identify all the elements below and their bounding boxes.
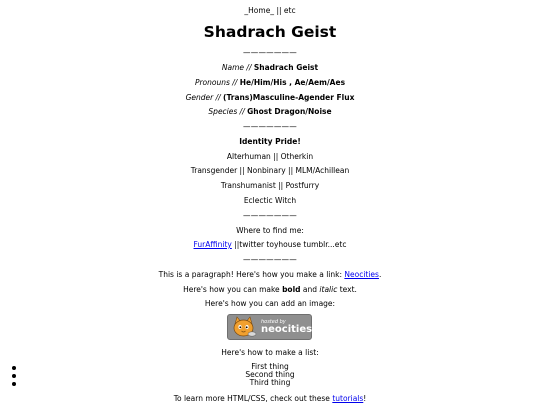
find-me-rest: ||twitter toyhouse tumblr...etc	[231, 240, 347, 249]
profile-name-value: Shadrach Geist	[253, 63, 319, 72]
identity-heading: Identity Pride!	[239, 137, 301, 146]
list-item: Third thing	[249, 378, 291, 387]
find-me-heading: Where to find me:	[236, 226, 304, 235]
separator: ———————	[243, 48, 297, 57]
furaffinity-link[interactable]: FurAffinity	[193, 240, 232, 249]
neocities-cat-icon	[230, 316, 258, 338]
neocities-badge[interactable]	[227, 314, 312, 340]
learn-more-text: To learn more HTML/CSS, check out these	[173, 394, 333, 403]
profile-gender-value: (Trans)Masculine-Agender Flux	[223, 93, 355, 102]
profile-name-label: Name //	[221, 63, 252, 72]
identity-line: Transhumanist || Postfurry	[220, 181, 320, 190]
bold-line-suffix: text.	[337, 285, 357, 294]
separator: ———————	[243, 255, 297, 264]
bold-line-prefix: Here's how you can make	[183, 285, 283, 294]
tutorials-link[interactable]: tutorials	[332, 394, 364, 403]
top-nav	[0, 6, 540, 16]
separator: ———————	[243, 211, 297, 220]
badge-neocities: neocities	[261, 324, 313, 335]
page-title: Shadrach Geist	[203, 23, 337, 41]
profile-gender-label: Gender //	[185, 93, 221, 102]
bold-italic-line	[0, 285, 540, 295]
learn-more-suffix: !	[363, 394, 367, 403]
find-me-row	[0, 240, 540, 250]
neocities-link[interactable]: Neocities	[344, 270, 379, 279]
bold-word: bold	[282, 285, 301, 294]
image-intro: Here's how you can add an image:	[204, 299, 336, 308]
paragraph-text: This is a paragraph! Here's how you make a link:	[158, 270, 345, 279]
profile-gender-row	[0, 93, 540, 103]
nav-etc-link[interactable]: etc	[283, 6, 296, 15]
bold-line-mid: and	[300, 285, 320, 294]
profile-species-value: Ghost Dragon/Noise	[247, 107, 332, 116]
nav-separator: ||	[276, 6, 282, 15]
profile-pronouns-value: He/Him/His , Ae/Aem/Aes	[239, 78, 346, 87]
list-intro: Here's how to make a list:	[221, 348, 319, 357]
list-item: First thing	[251, 362, 289, 371]
list-item: Second thing	[245, 370, 295, 379]
profile-name-row	[0, 63, 540, 73]
paragraph-line	[0, 270, 540, 280]
profile-species-label: Species //	[208, 107, 245, 116]
separator: ———————	[243, 122, 297, 131]
profile-species-row	[0, 107, 540, 117]
learn-more-line	[0, 394, 540, 404]
italic-word: italic	[319, 285, 338, 294]
nav-home-link[interactable]: _Home_	[244, 6, 275, 15]
profile-pronouns-label: Pronouns //	[194, 78, 238, 87]
profile-pronouns-row	[0, 78, 540, 88]
identity-line: Eclectic Witch	[243, 196, 297, 205]
identity-line: Alterhuman || Otherkin	[226, 152, 314, 161]
identity-line: Transgender || Nonbinary || MLM/Achillean	[190, 166, 350, 175]
paragraph-period: .	[378, 270, 382, 279]
badge-hosted-by: hosted by	[261, 319, 286, 325]
